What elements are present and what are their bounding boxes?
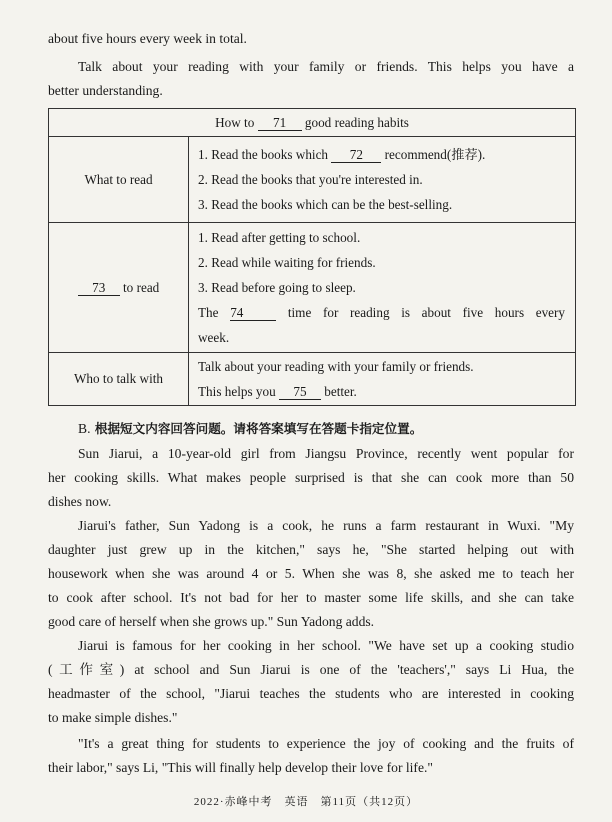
passage-p3-line-2: (工作室) at school and Sun Jiarui is one of the 'teachers'," says Li Hua, the [48,662,574,677]
row-label-what-to-read: What to read [49,137,189,223]
passage-p3-line-3: headmaster of the school, "Jiarui teaches the students who are interested in cooking [48,686,574,701]
list-item: week. [198,330,230,345]
passage-p4-line-2: their labor," says Li, "This will finally help develop their love for life." [48,760,433,775]
intro-line-1: about five hours every week in total. [48,31,247,46]
intro-line-2: Talk about your reading with your family or friends. This helps you have a [78,59,574,74]
blank-74: 74 [230,306,276,321]
section-instruction: 根据短文内容回答问题。请将答案填写在答题卡指定位置。 [94,421,423,436]
list-item: 3. Read the books which can be the best-selling. [198,197,453,212]
row-when-to-read-items [189,223,576,353]
blank-73: 73 [78,281,120,296]
table-title-pre: How to [215,114,255,130]
list-item: 2. Read while waiting for friends. [198,255,376,270]
passage-p2-line-3: housework when she was around 4 or 5. When she was 8, she asked me to teach her [48,566,574,581]
row-label-when-to-read [49,223,189,353]
list-item [198,379,575,404]
list-item: Talk about your reading with your family or friends. [198,359,474,374]
row-what-to-read-items [189,137,576,223]
blank-71: 71 [258,116,302,131]
row-label-text: to read [123,279,160,295]
page-footer: 2022·赤峰中考 英语 第11页（共12页） [193,796,419,808]
list-item: 2. Read the books that you're interested in. [198,172,423,187]
table-title-post: good reading habits [304,114,409,130]
blank-75: 75 [279,385,321,400]
list-item [198,142,575,167]
row-who-to-talk-items [189,353,576,406]
item-text: The [198,305,219,320]
passage-p3-line-4: to make simple dishes." [48,710,178,725]
list-item: 3. Read before going to sleep. [198,280,356,295]
item-text: 1. Read the books which [198,147,329,162]
list-item: 1. Read after getting to school. [198,230,361,245]
passage-p2-line-4: to cook after school. It's not bad for her to master some life skills, and she can take [48,590,574,605]
section-b-heading [78,420,574,438]
passage-p1-line-2: her cooking skills. What makes people surprised is that she can cook more than 50 [48,470,574,485]
intro-line-3: better understanding. [48,83,163,98]
table-title [49,109,576,137]
list-item [198,300,575,325]
passage-p1-line-1: Sun Jiarui, a 10-year-old girl from Jiangsu Province, recently went popular for [78,446,574,461]
section-letter: B. [78,421,91,436]
blank-72: 72 [331,148,381,163]
passage-p2-line-1: Jiarui's father, Sun Yadong is a cook, he runs a farm restaurant in Wuxi. "My [78,518,574,533]
reading-habits-table [48,108,576,406]
item-text: time for reading is about five hours every [287,305,566,320]
item-text: better. [324,384,357,399]
item-text: recommend(推荐). [384,147,486,162]
item-text: This helps you [198,384,276,399]
row-label-who-to-talk: Who to talk with [49,353,189,406]
passage-p2-line-2: daughter just grew up in the kitchen," says he, "She started helping out with [48,542,574,557]
passage-p1-line-3: dishes now. [48,494,112,509]
passage-p4-line-1: "It's a great thing for students to experience the joy of cooking and the fruits of [78,736,574,751]
passage-p3-line-1: Jiarui is famous for her cooking in her school. "We have set up a cooking studio [78,638,574,653]
passage-p2-line-5: good care of herself when she grows up." Sun Yadong adds. [48,614,375,629]
